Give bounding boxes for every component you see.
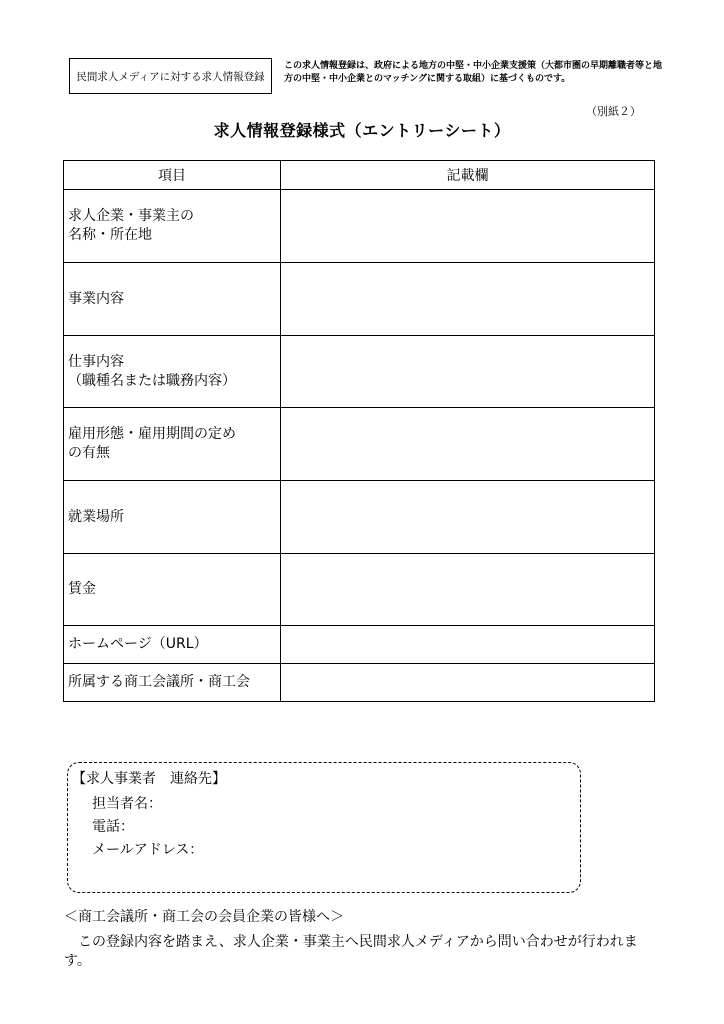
row-label-company-name-address: 求人企業・事業主の 名称・所在地 <box>64 190 281 263</box>
entry-business-description[interactable] <box>281 263 655 336</box>
notice-title: ＜商工会議所・商工会の会員企業の皆様へ＞ <box>64 909 344 925</box>
contact-person-field[interactable]: 担当者名： <box>92 796 162 812</box>
entry-homepage-url[interactable] <box>281 626 655 664</box>
entry-company-name-address[interactable] <box>281 190 655 263</box>
contact-phone-field[interactable]: 電話： <box>92 819 134 835</box>
entry-work-location[interactable] <box>281 481 655 554</box>
column-header-entry: 記載欄 <box>281 161 655 190</box>
table-row <box>64 554 655 626</box>
table-row <box>64 190 655 263</box>
table-row <box>64 336 655 408</box>
table-row <box>64 263 655 336</box>
contact-email-field[interactable]: メールアドレス： <box>92 842 204 858</box>
entry-chamber-of-commerce[interactable] <box>281 664 655 702</box>
form-title: 求人情報登録様式（エントリーシート） <box>213 121 511 140</box>
row-label-homepage-url: ホームページ（URL） <box>64 626 281 664</box>
contact-info-box <box>67 762 581 893</box>
entry-job-description[interactable] <box>281 336 655 408</box>
row-label-job-description: 仕事内容 （職種名または職務内容） <box>64 336 281 408</box>
entry-form-table <box>63 160 655 702</box>
notice-body: この登録内容を踏まえ、求人企業・事業主へ民間求人メディアから問い合わせが行われます。 <box>64 934 638 969</box>
registration-label-box <box>69 58 272 94</box>
column-header-item: 項目 <box>64 161 281 190</box>
attachment-number: （別紙２） <box>586 105 641 118</box>
row-label-business-description: 事業内容 <box>64 263 281 336</box>
policy-note: この求人情報登録は、政府による地方の中堅・中小企業支援策（大都市圏の早期離職者等と地方の中堅・中小企業とのマッチングに関する取組）に基づくものです。 <box>284 61 663 84</box>
row-label-chamber-of-commerce: 所属する商工会議所・商工会 <box>64 664 281 702</box>
registration-label: 民間求人メディアに対する求人情報登録 <box>76 70 265 83</box>
contact-title: 【求人事業者 連絡先】 <box>72 771 226 787</box>
entry-wage[interactable] <box>281 554 655 626</box>
table-row <box>64 481 655 554</box>
table-row <box>64 664 655 702</box>
table-header-row <box>64 161 655 190</box>
entry-employment-type[interactable] <box>281 408 655 481</box>
row-label-work-location: 就業場所 <box>64 481 281 554</box>
table-row <box>64 626 655 664</box>
row-label-employment-type: 雇用形態・雇用期間の定め の有無 <box>64 408 281 481</box>
row-label-wage: 賃金 <box>64 554 281 626</box>
table-row <box>64 408 655 481</box>
